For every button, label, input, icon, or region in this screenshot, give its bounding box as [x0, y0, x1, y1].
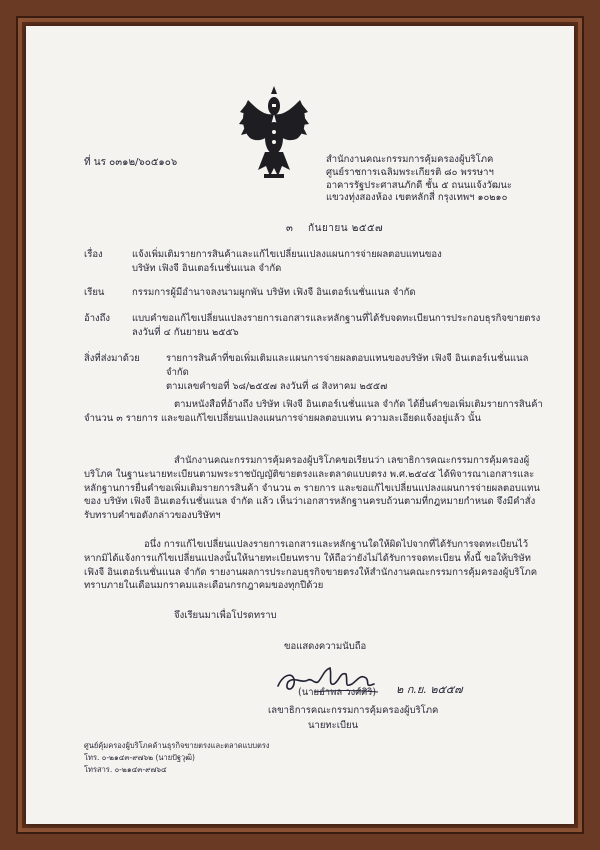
signatory-role: นายทะเบียน: [308, 720, 359, 731]
reference-number: ที่ นร ๐๓๑๒/๖๐๕๑๐๖: [84, 157, 178, 168]
letter-page: [26, 26, 574, 824]
reference-text: [132, 312, 544, 340]
subject-label: เรื่อง: [84, 249, 103, 260]
respect-line: ขอแสดงความนับถือ: [284, 641, 367, 652]
contact-footer: [84, 740, 334, 776]
enclosure-label: สิ่งที่ส่งมาด้วย: [84, 353, 140, 364]
subject-row: [84, 248, 544, 276]
reference-line: ลงวันที่ ๔ กันยายน ๒๕๕๖: [132, 326, 239, 338]
footer-line: โทร. ๐-๒๑๔๓-๙๗๖๒ (นายปัฐวุฒิ): [84, 753, 195, 762]
office-line: อาคารรัฐประศาสนภักดี ชั้น ๕ ถนนแจ้งวัฒนะ: [326, 179, 513, 191]
subject-line: บริษัท เฟิงจี อินเตอร์เนชั่นแนล จำกัด: [132, 262, 282, 274]
salutation-row: [84, 286, 544, 300]
enclosure-text: [166, 352, 544, 393]
reference-line: แบบคำขอแก้ไขเปลี่ยนแปลงรายการเอกสารและหลักฐานที่ได้รับจดทะเบียนการประกอบธุรกิจขายตรง: [132, 313, 541, 324]
enclosure-line: รายการสินค้าที่ขอเพิ่มเติมและแผนการจ่ายผลตอบแทนของบริษัท เฟิงจี อินเตอร์เนชั่นแนล จำกัด: [166, 353, 529, 378]
salutation-text: กรรมการผู้มีอำนาจลงนามผูกพัน บริษัท เฟิงจี อินเตอร์เนชั่นแนล จำกัด: [132, 287, 416, 298]
signatory-name: (นายอำพล วงศ์ศิริ): [298, 687, 377, 698]
reference-row: [84, 312, 544, 340]
signatory-title: เลขาธิการคณะกรรมการคุ้มครองผู้บริโภค: [268, 705, 439, 716]
reference-label: อ้างถึง: [84, 313, 111, 324]
footer-line: โทรสาร. ๐-๒๑๔๓-๙๗๖๔: [84, 765, 167, 774]
enclosure-row: [84, 352, 544, 393]
office-address: [326, 154, 546, 205]
footer-line: ศูนย์คุ้มครองผู้บริโภคด้านธุรกิจขายตรงและตลาดแบบตรง: [84, 741, 270, 750]
subject-line: แจ้งเพิ่มเติมรายการสินค้าและแก้ไขเปลี่ยนแปลงแผนการจ่ายผลตอบแทนของ: [132, 249, 442, 260]
enclosure-line: ตามเลขคำขอที่ ๖๘/๒๕๕๗ ลงวันที่ ๘ สิงหาคม ๒๕๕๗: [166, 380, 388, 392]
body-paragraph-1: ตามหนังสือที่อ้างถึง บริษัท เฟิงจี อินเตอร์เนชั่นแนล จำกัด ได้ยื่นคำขอเพิ่มเติมรายการสินค้าจำนวน ๓ รายการ และขอแก้ไขเปลี่ยนแปลงแผนการจ่ายผลตอบแทน ความละเอียดแจ้งอยู่แล้ว นั้น: [84, 399, 543, 424]
office-line: แขวงทุ่งสองห้อง เขตหลักสี่ กรุงเทพฯ ๑๐๒๑๐: [326, 192, 508, 204]
garuda-emblem-icon: [234, 86, 314, 186]
body-paragraph-3: อนึ่ง การแก้ไขเปลี่ยนแปลงรายการเอกสารและหลักฐานใดให้ผิดไปจากที่ได้รับการจดทะเบียนไว้ หากมิได้แจ้งการแก้ไขเปลี่ยนแปลงนั้นให้นายทะเบียนทราบ ให้ถือว่ายังไม่ได้รับการจดทะเบียน ทั้งนี้ ขอให้บริษัท เฟิงจี อินเตอร์เนชั่นแนล จำกัด รายงานผลการประกอบธุรกิจขายตรงให้สำนักงานคณะกรรมการคุ้มครองผู้บริโภคทราบภายในเดือนมกราคมและเดือนกรกฎาคมของทุกปีด้วย: [84, 539, 538, 592]
body-paragraph-2: สำนักงานคณะกรรมการคุ้มครองผู้บริโภคขอเรียนว่า เลขาธิการคณะกรรมการคุ้มครองผู้บริโภค ในฐานะนายทะเบียนตามพระราชบัญญัติขายตรงและตลาดแบบตรง พ.ศ.๒๕๔๕ ได้พิจารณาเอกสารและหลักฐานการยื่นคำขอเพิ่มเติมรายการสินค้า จำนวน ๓ รายการ และขอแก้ไขเปลี่ยนแปลงแผนการจ่ายผลตอบแทนของ บริษัท เฟิงจี อินเตอร์เนชั่นแนล จำกัด แล้ว เห็นว่าเอกสารหลักฐานครบถ้วนตามที่กฎหมายกำหนด จึงมีคำสั่งรับทราบคำขอดังกล่าวของบริษัทฯ: [84, 455, 540, 522]
subject-text: [132, 248, 544, 276]
salutation-label: เรียน: [84, 287, 105, 298]
office-line: สำนักงานคณะกรรมการคุ้มครองผู้บริโภค: [326, 154, 494, 165]
handwritten-date: ๒ ก.ย. ๒๕๕๗: [396, 683, 463, 696]
letter-date: ๓ กันยายน ๒๕๕๗: [286, 223, 384, 234]
office-line: ศูนย์ราชการเฉลิมพระเกียรติ ๘๐ พรรษาฯ: [326, 166, 494, 178]
closing-line: จึงเรียนมาเพื่อโปรดทราบ: [174, 610, 277, 621]
